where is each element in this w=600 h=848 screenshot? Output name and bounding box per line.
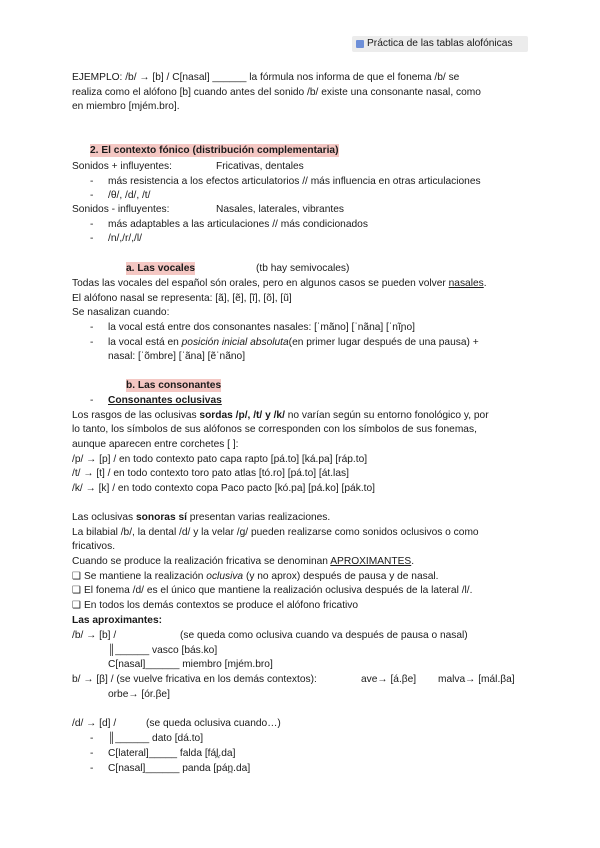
bullet-dash: - (90, 395, 94, 406)
section-heading-contexto: 2. El contexto fónico (distribución complementaria) (90, 145, 339, 156)
rule-example: ║______ vasco [bás.ko] (108, 645, 218, 656)
bullet-dash: - (90, 219, 94, 230)
bullet-dash: - (90, 176, 94, 187)
bullet-dash: - (90, 233, 94, 244)
bullet-dash: - (90, 190, 94, 201)
list-item: /θ/, /d/, /t/ (108, 190, 151, 201)
list-item: la vocal está entre dos consonantes nasales: [ˈmãno] [ˈnãna] [ˈnĩɲo] (108, 322, 415, 333)
sonidos-mas-value: Fricativas, dentales (216, 161, 304, 172)
rule-line-p: /p/ → [p] / en todo contexto pato capa rapto [pá.to] [ká.pa] [ráp.to] (72, 454, 368, 465)
checkbox-item: ❑ Se mantiene la realización oclusiva (y no aprox) después de pausa y de nasal. (72, 571, 439, 582)
bullet-dash: - (90, 748, 94, 759)
list-item-continuation: nasal: [ˈõmbre] [ˈãna] [ẽˈnãno] (108, 351, 246, 362)
paragraph-line: lo tanto, los símbolos de sus alófonos se corresponden con los símbolos de sus fonemas, (72, 424, 477, 435)
subheading-oclusivas: Consonantes oclusivas (108, 395, 222, 406)
paragraph-line: fricativos. (72, 541, 116, 552)
rule-b-oclusiva: /b/ → [b] / (72, 630, 117, 641)
rule-example: orbe→ [ór.βe] (108, 689, 170, 700)
example-line-3: en miembro [mjém.bro]. (72, 101, 180, 112)
checkbox-item: ❑ En todos los demás contextos se produce el alófono fricativo (72, 600, 359, 611)
list-item: C[nasal]______ panda [pán̪.da] (108, 763, 251, 774)
rule-line-t: /t/ → [t] / en todo contexto toro pato atlas [tó.ro] [pá.to] [át.las] (72, 468, 349, 479)
document-tag-label: Práctica de las tablas alofónicas (367, 38, 513, 49)
example-line-1: EJEMPLO: /b/ → [b] / C[nasal] ______ la fórmula nos informa de que el fonema /b/ se (72, 72, 460, 83)
rule-d-oclusiva: /d/ → [d] / (72, 718, 117, 729)
rule-line-k: /k/ → [k] / en todo contexto copa Paco pacto [kó.pa] [pá.ko] [pák.to] (72, 483, 375, 494)
paragraph-line: Los rasgos de las oclusivas sordas /p/, /t/ y /k/ no varían según su entorno fonológico y, por (72, 410, 489, 421)
tag-square-icon (356, 40, 364, 48)
list-item: C[lateral]_____ falda [fál̪.da] (108, 748, 236, 759)
bullet-dash: - (90, 763, 94, 774)
bullet-dash: - (90, 733, 94, 744)
subheading-consonantes: b. Las consonantes (126, 380, 222, 391)
bullet-dash: - (90, 322, 94, 333)
paragraph-line: La bilabial /b/, la dental /d/ y la velar /g/ pueden realizarse como sonidos oclusivos o como (72, 527, 479, 538)
list-item: /n/,/r/,/l/ (108, 233, 142, 244)
list-item: más resistencia a los efectos articulatorios // más influencia en otras articulaciones (108, 176, 481, 187)
paragraph-line: El alófono nasal se representa: [ã], [ẽ], [ĩ], [õ], [ũ] (72, 293, 292, 304)
document-tag[interactable] (352, 36, 528, 52)
rule-example: C[nasal]______ miembro [mjém.bro] (108, 659, 273, 670)
sonidos-menos-label: Sonidos - influyentes: (72, 204, 170, 215)
paragraph-line: Se nasalizan cuando: (72, 307, 170, 318)
heading-aproximantes: Las aproximantes: (72, 615, 163, 626)
paragraph-line: aunque aparecen entre corchetes [ ]: (72, 439, 239, 450)
sonidos-menos-value: Nasales, laterales, vibrantes (216, 204, 344, 215)
list-item: la vocal está en posición inicial absoluta(en primer lugar después de una pausa) + (108, 337, 479, 348)
list-item: más adaptables a las articulaciones // más condicionados (108, 219, 368, 230)
rule-example: ave→ [á.βe] (361, 674, 417, 685)
list-item: ║______ dato [dá.to] (108, 733, 204, 744)
paragraph-line: Cuando se produce la realización fricativa se denominan APROXIMANTES. (72, 556, 415, 567)
subheading-vocales: a. Las vocales (126, 263, 196, 274)
vocales-note: (tb hay semivocales) (256, 263, 350, 274)
paragraph-line: Las oclusivas sonoras sí presentan varias realizaciones. (72, 512, 331, 523)
checkbox-item: ❑ El fonema /d/ es el único que mantiene la realización oclusiva después de la lateral /l/. (72, 585, 473, 596)
rule-b-fricativa: b/ → [β] / (se vuelve fricativa en los demás contextos): (72, 674, 317, 685)
example-line-2: realiza como el alófono [b] cuando antes del sonido /b/ existe una consonante nasal, como (72, 87, 481, 98)
paragraph-line: Todas las vocales del español són orales, pero en algunos casos se pueden volver nasales. (72, 278, 487, 289)
rule-b-note: (se queda como oclusiva cuando va después de pausa o nasal) (180, 630, 468, 641)
bullet-dash: - (90, 337, 94, 348)
sonidos-mas-label: Sonidos + influyentes: (72, 161, 172, 172)
rule-d-note: (se queda oclusiva cuando…) (146, 718, 281, 729)
rule-example: malva→ [mál.βa] (438, 674, 515, 685)
